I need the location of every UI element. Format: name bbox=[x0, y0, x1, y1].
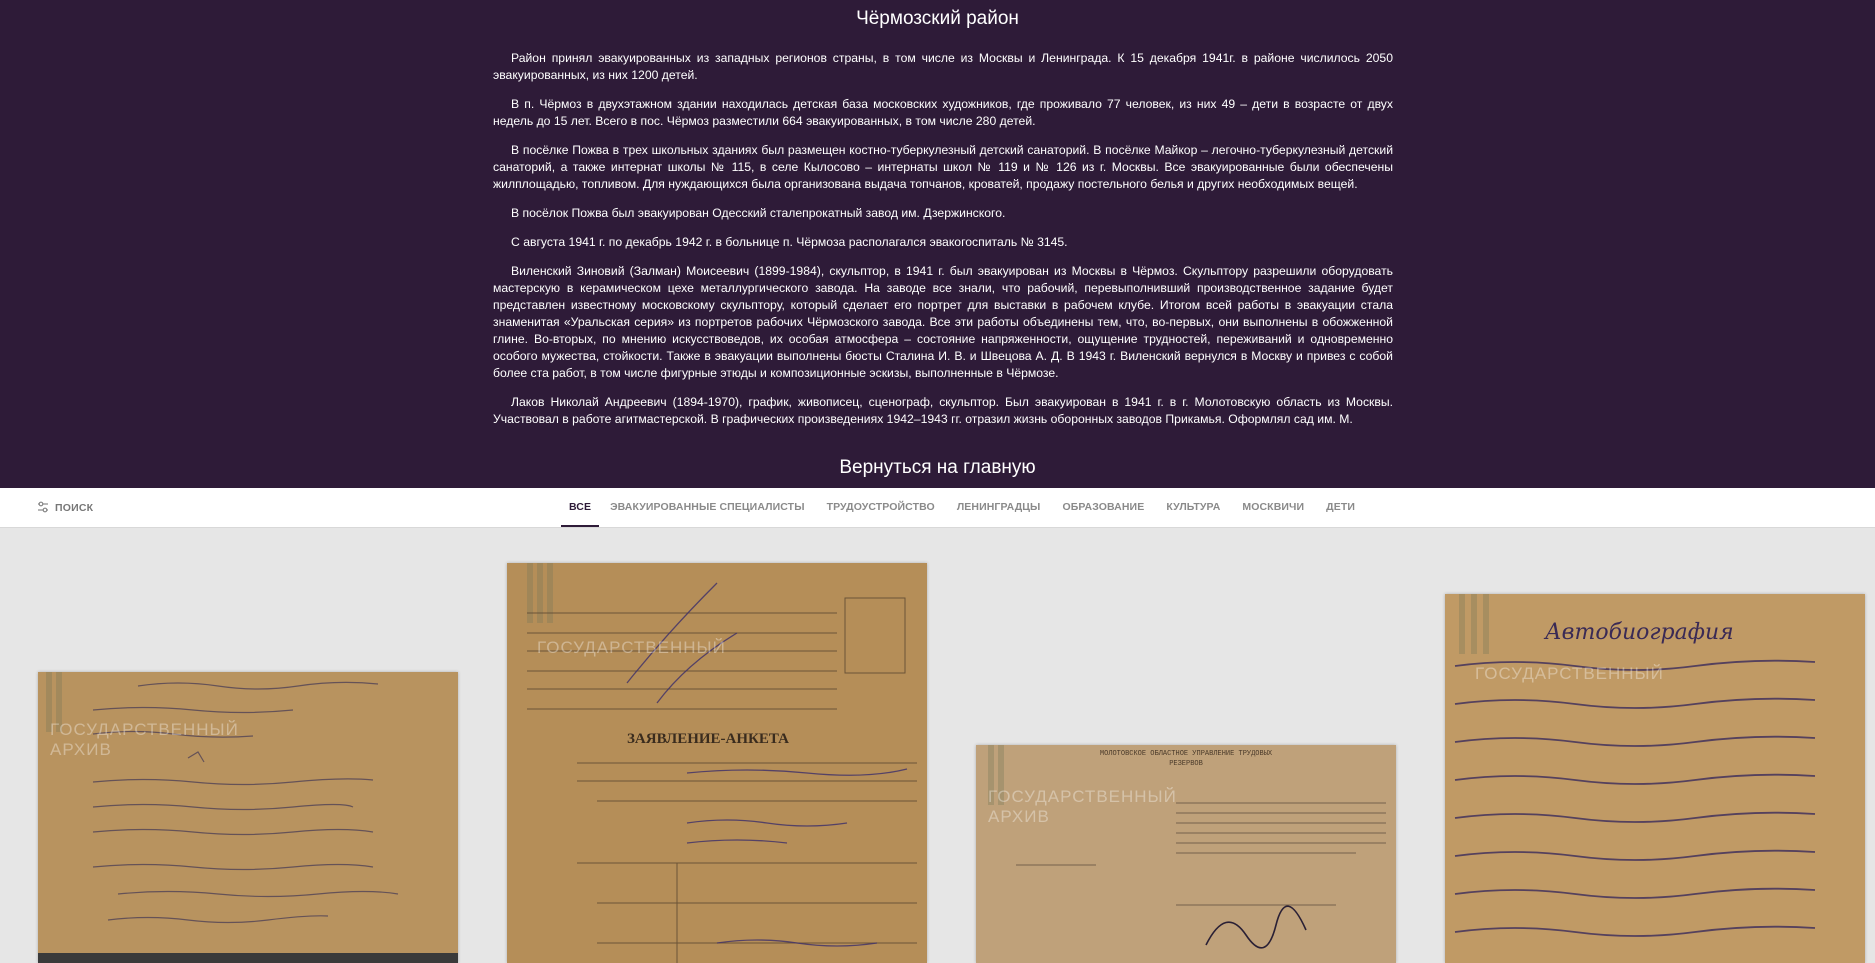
archive-watermark: ГОСУДАРСТВЕННЫЙ bbox=[1475, 664, 1664, 683]
article-paragraph: В посёлке Пожва в трех школьных зданиях был размещен костно-туберкулезный детский санаторий. В посёлке Майкор – легочно-туберкулезный детский санаторий, а также интернат школы № 115, в селе Кылосово – интернаты школ № 119 и № 126 из г. Москвы. Все эвакуированные были обеспечены жилплощадью, топливом. Для нуждающихся была организована выдача топчанов, кроватей, продажу постельного белья и других необходимых вещей. bbox=[493, 143, 1393, 191]
page-title: Чёрмозский район bbox=[856, 8, 1019, 29]
article-paragraph: С августа 1941 г. по декабрь 1942 г. в больнице п. Чёрмоза располагался эвакогоспиталь № 3145. bbox=[511, 235, 1068, 249]
tab-leningraders[interactable]: ЛЕНИНГРАДЦЫ bbox=[956, 500, 1041, 513]
search-label: ПОИСК bbox=[55, 502, 94, 514]
article-paragraph: В п. Чёрмоз в двухэтажном здании находилась детская база московских художников, где проживало 77 человек, из них 49 – дети в возрасте от двух недель до 15 лет. Всего в пос. Чёрмоз разместили 664 эвакуированных, в том числе 280 детей. bbox=[493, 97, 1393, 128]
tab-children[interactable]: ДЕТИ bbox=[1326, 500, 1356, 513]
filter-bar bbox=[0, 488, 1875, 528]
form-heading: ЗАЯВЛЕНИЕ-АНКЕТА bbox=[627, 731, 790, 747]
archive-watermark: ГОСУДАРСТВЕННЫЙ АРХИВ bbox=[50, 720, 239, 759]
tab-employment[interactable]: ТРУДОУСТРОЙСТВО bbox=[826, 500, 935, 513]
search-button[interactable] bbox=[37, 501, 93, 515]
document-card[interactable] bbox=[38, 672, 458, 963]
archive-watermark: ГОСУДАРСТВЕННЫЙ bbox=[537, 638, 726, 657]
typed-text-image bbox=[976, 745, 1396, 963]
tab-evacuated-specialists[interactable]: ЭВАКУИРОВАННЫЕ СПЕЦИАЛИСТЫ bbox=[610, 500, 805, 513]
document-card[interactable] bbox=[1445, 594, 1865, 963]
handwritten-heading: Автобиография bbox=[1545, 620, 1734, 645]
archive-watermark: ГОСУДАРСТВЕННЫЙ АРХИВ bbox=[988, 787, 1177, 826]
handwriting-image bbox=[1445, 594, 1865, 963]
document-card[interactable] bbox=[976, 745, 1396, 963]
handwriting-image bbox=[38, 672, 458, 963]
form-lines-image bbox=[507, 563, 927, 963]
back-to-home-link[interactable]: Вернуться на главную bbox=[839, 457, 1036, 478]
caption-strip bbox=[38, 953, 458, 963]
document-card[interactable] bbox=[507, 563, 927, 963]
article-paragraph: Виленский Зиновий (Залман) Моисеевич (1899-1984), скульптор, в 1941 г. был эвакуирован из Москвы в Чёрмоз. Скульптору разрешили оборудовать мастерскую в керамическом цехе металлургического завода. На заводе все знали, что рабочий, перевыполнивший производственное задание будет представлен известному московскому скульптору, который сделает его портрет для выставки в рабочем клубе. Итогом всей работы в эвакуации стала знаменитая «Уральская серия» из портретов рабочих Чёрмозского завода. Все эти работы объединены тем, что, во-первых, они выполнены в обожженной глине. Во-вторых, по мнению искусствоведов, их особая атмосфера – состояние напряженности, ощущение трудностей, переживаний и одновременно особого мужества, стойкости. Также в эвакуации выполнены бюсты Сталина И. В. и Швецова А. Д. В 1943 г. Виленский вернулся в Москву и привез с собой более ста работ, в том числе фигурные этюды и композиционные эскизы, выполненные в Чёрмозе. bbox=[493, 264, 1393, 380]
article-paragraph: Лаков Николай Андреевич (1894-1970), график, живописец, сценограф, скульптор. Был эвакуирован в 1941 г. в г. Молотовскую область из Москвы. Участвовал в работе агитмастерской. В графических произведениях 1942–1943 гг. отразил жизнь оборонных заводов Прикамья. Оформлял сад им. М. bbox=[493, 395, 1393, 426]
tab-education[interactable]: ОБРАЗОВАНИЕ bbox=[1062, 500, 1145, 513]
category-tabs bbox=[561, 488, 1366, 527]
tab-culture[interactable]: КУЛЬТУРА bbox=[1166, 500, 1221, 513]
tab-muscovites[interactable]: МОСКВИЧИ bbox=[1242, 500, 1305, 513]
filter-sliders-icon bbox=[37, 501, 49, 516]
tab-all[interactable]: ВСЕ bbox=[561, 488, 599, 527]
article-paragraph: В посёлок Пожва был эвакуирован Одесский сталепрокатный завод им. Дзержинского. bbox=[511, 206, 1006, 220]
article-paragraph: Район принял эвакуированных из западных регионов страны, в том числе из Москвы и Ленинграда. К 15 декабря 1941г. в районе числилось 2050 эвакуированных, из них 1200 детей. bbox=[493, 51, 1393, 82]
letterhead: МОЛОТОВСКОЕ ОБЛАСТНОЕ УПРАВЛЕНИЕ ТРУДОВЫХ РЕЗЕРВОВ bbox=[1099, 750, 1273, 768]
district-article bbox=[493, 50, 1393, 450]
